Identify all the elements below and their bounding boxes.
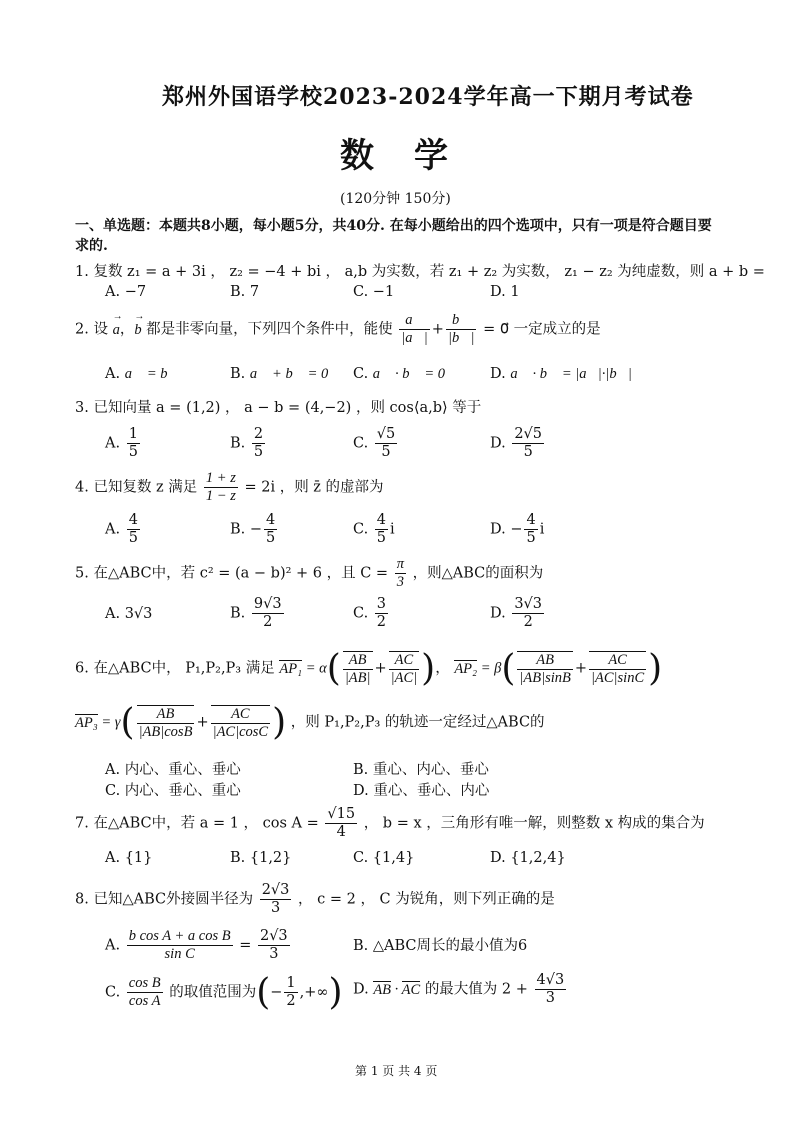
q2-frac-a: $\frac{a⃗}{|a⃗|}$ [401,312,428,346]
exam-duration-score: (120分钟 150分) [340,191,451,207]
q8-option-b: B. △ABC周长的最小值为6 [353,938,528,954]
exam-title: 郑州外国语学校2023-2024学年高一下期月考试卷 [162,84,694,110]
section-heading: 一、单选题：本题共8小题，每小题5分，共40分. 在每小题给出的四个选项中，只有一项是符合题目要求的. [75,218,712,254]
question-5-stem: 5. 在△ABC中，若 c² = (a − b)² + 6 ，且 C = $\frac{\pi}{3}$ ，则△ABC的面积为 [75,556,544,590]
q4-option-c: C. $\frac{4}{5}$ i [353,512,395,546]
q1-option-d: D. 1 [490,284,520,300]
q1-option-b: B. 7 [230,284,260,300]
q7-option-b: B. {1,2} [230,850,292,866]
q1-option-c: C. −1 [353,284,395,300]
question-4-stem: 4. 已知复数 z 满足 $\frac{1 + z}{1 - z}$ = 2i ，则 z̄ 的虚部为 [75,470,384,504]
q5-option-a: A. 3√3 [105,606,153,622]
q6-option-d: D. 重心、垂心、内心 [353,783,490,799]
q6-option-c: C. 内心、垂心、重心 [105,783,241,799]
q4-option-b: B. − $\frac{4}{5}$ [230,512,276,546]
q1-option-a: A. −7 [105,284,147,300]
q4-option-d: D. − $\frac{4}{5}$ i [490,512,545,546]
question-3-stem: 3. 已知向量 a = (1,2) ， a − b = (4,−2) ，则 cos⟨a,b⟩ 等于 [75,400,482,416]
q8-option-c: C. $\frac{\text{cos B}}{\text{cos A}}$ 的取值范围为(− $\frac{1}{2}$ ,+∞) [105,972,343,1013]
subject-title: 数学 [340,136,488,176]
q5-option-b: B. $\frac{9√3}{2}$ [230,596,282,630]
q2-option-a: A. a⃗ = b⃗ [105,366,179,382]
question-6-stem-line1: 6. 在△ABC中， P₁,P₂,P₃ 满足 AP₁ = α( $\frac{AB}{|AB|}$ + $\frac{AC}{|AC|}$ )， AP₂ = β( $\frac{AB}{|AB|\sin B}$ + $\frac{AC}{|AC|\sin C}$ ) [75,648,663,689]
q4-option-a: A. $\frac{4}{5}$ [105,512,138,546]
question-6-stem-line2: AP₃ = γ( $\frac{AB}{|AB|\cos B}$ + $\frac{AC}{|AC|\cos C}$ ) ，则 P₁,P₂,P₃ 的轨迹一定经过△ABC的 [75,702,545,743]
q8-option-a: A. $\frac{\text{b cos A + a cos B}}{\text{sin C}}$ = $\frac{2√3}{3}$ [105,928,288,962]
question-1-stem: 1. 复数 z₁ = a + 3i ， z₂ = −4 + bi ， a,b 为实数，若 z₁ + z₂ 为实数， z₁ − z₂ 为纯虚数，则 a + b = [75,264,765,280]
page-number: 第 1 页 共 4 页 [355,1064,438,1078]
q3-option-d: D. $\frac{2√5}{5}$ [490,426,543,460]
q2-option-c: C. a⃗ · b⃗ = 0 [353,366,446,382]
q8-option-d: D. AB · AC 的最大值为 2 + $\frac{4√3}{3}$ [353,972,565,1006]
q7-option-d: D. {1,2,4} [490,850,566,866]
question-7-stem: 7. 在△ABC中，若 a = 1 ， cos A = $\frac{√15}{4}$ ， b = x ，三角形有唯一解，则整数 x 构成的集合为 [75,806,705,840]
q7-option-c: C. {1,4} [353,850,415,866]
q5-option-d: D. $\frac{3√3}{2}$ [490,596,543,630]
q2-frac-b: $\frac{b⃗}{|b⃗|}$ [447,312,475,346]
question-2-stem: 2. 设 → a，→ b 都是非零向量，下列四个条件中，能使 $\frac{a⃗}{|a⃗|}$ + $\frac{b⃗}{|b⃗|}$ = 0⃗ 一定成立的是 [75,312,601,347]
question-8-stem: 8. 已知△ABC外接圆半径为 $\frac{2√3}{3}$ ， c = 2 ， C 为锐角，则下列正确的是 [75,882,555,916]
q2-option-b: B. a⃗ + b⃗ = 0⃗ [230,366,340,382]
q6-option-b: B. 重心、内心、垂心 [353,762,489,778]
q7-option-a: A. {1} [105,850,153,866]
q2-option-d: D. a⃗ · b⃗ = |a⃗|·|b⃗| [490,366,632,382]
q3-option-a: A. $\frac{1}{5}$ [105,426,138,460]
q3-option-b: B. $\frac{2}{5}$ [230,426,264,460]
q5-option-c: C. $\frac{3}{2}$ [353,596,387,630]
q6-option-a: A. 内心、重心、垂心 [105,762,241,778]
q3-option-c: C. $\frac{√5}{5}$ [353,426,396,460]
